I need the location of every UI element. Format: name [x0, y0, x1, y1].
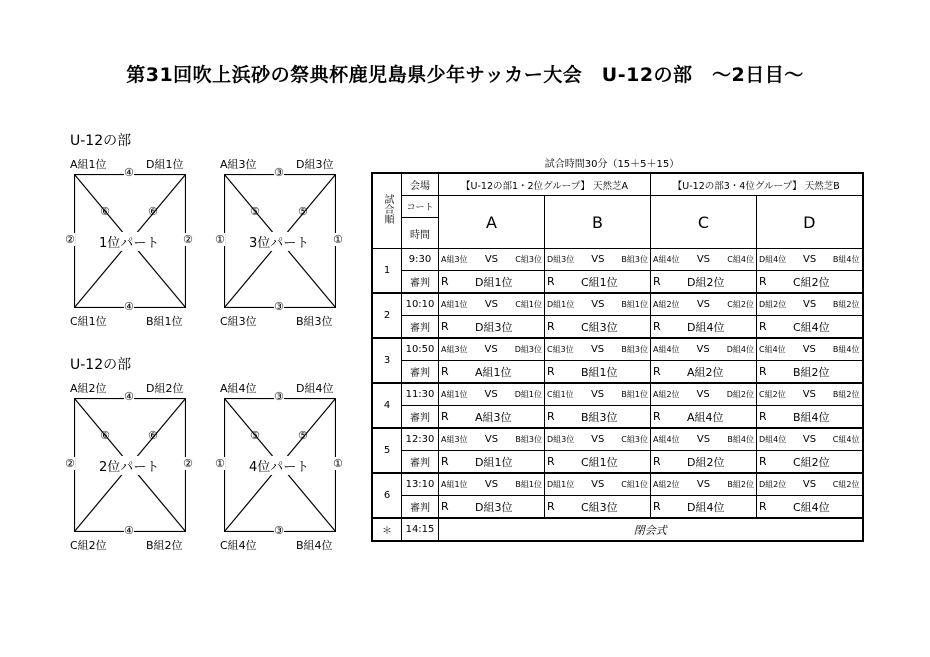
referee-label: 審判 — [402, 271, 439, 294]
court-a: A — [439, 196, 545, 249]
vs-label: VS — [802, 389, 816, 400]
referee-cell — [757, 451, 863, 474]
bracket-bottom: ③ — [274, 524, 284, 537]
match-cell — [757, 293, 863, 316]
match-cell — [545, 428, 651, 451]
team-home: A組3位 — [441, 345, 468, 354]
team-home: D組3位 — [547, 435, 575, 444]
bracket-inner-r: ⑤ — [298, 429, 308, 442]
referee-cell — [439, 406, 545, 429]
referee-team: A組1位 — [475, 365, 512, 379]
referee-cell — [545, 406, 651, 429]
team-away: B組2位 — [727, 480, 754, 489]
match-cell — [545, 473, 651, 496]
team-home: A組2位 — [653, 300, 680, 309]
referee-team: B組2位 — [793, 365, 830, 379]
team-home: D組2位 — [759, 300, 787, 309]
match-cell — [757, 338, 863, 361]
referee-r: R — [653, 500, 661, 513]
vs-label: VS — [696, 434, 711, 445]
team-away: B組3位 — [621, 255, 648, 264]
bracket-left: ② — [65, 233, 75, 246]
team-home: A組1位 — [441, 390, 468, 399]
match-cell — [439, 383, 545, 406]
referee-team: C組3位 — [581, 500, 618, 514]
team-away: C組3位 — [621, 435, 648, 444]
referee-r: R — [759, 320, 767, 333]
vs-label: VS — [591, 254, 605, 265]
team-home: C組3位 — [547, 345, 574, 354]
referee-cell — [757, 271, 863, 294]
team-home: D組4位 — [759, 435, 787, 444]
referee-team: D組1位 — [475, 275, 513, 289]
bracket-right: ② — [183, 457, 193, 470]
referee-label: 審判 — [402, 406, 439, 429]
team-home: A組4位 — [653, 345, 680, 354]
match-cell — [651, 249, 757, 271]
referee-cell — [757, 361, 863, 384]
referee-r: R — [441, 455, 449, 468]
referee-cell — [651, 496, 757, 519]
vs-label: VS — [591, 479, 605, 490]
round-time: 9:30 — [402, 249, 439, 271]
team-away: D組2位 — [726, 390, 754, 399]
round-number: 1 — [372, 249, 402, 294]
team-home: D組3位 — [547, 255, 575, 264]
bracket-bottom: ③ — [274, 300, 284, 313]
bracket-left: ① — [215, 457, 225, 470]
team-away: B組4位 — [832, 345, 860, 354]
referee-team: D組2位 — [687, 275, 725, 289]
round-time: 10:10 — [402, 293, 439, 316]
referee-cell — [757, 496, 863, 519]
vs-label: VS — [590, 389, 605, 400]
vs-label: VS — [484, 299, 499, 310]
referee-team: C組2位 — [793, 455, 830, 469]
match-cell — [439, 249, 545, 271]
referee-team: B組3位 — [581, 410, 618, 424]
team-home: D組4位 — [759, 255, 787, 264]
team-away: D組1位 — [514, 390, 542, 399]
match-cell — [439, 293, 545, 316]
referee-cell — [651, 361, 757, 384]
referee-cell — [757, 406, 863, 429]
referee-team: A組4位 — [687, 410, 724, 424]
team-away: C組2位 — [832, 480, 860, 489]
referee-r: R — [441, 365, 449, 378]
group-a-header: 【U-12の部1・2位グループ】 天然芝A — [439, 173, 651, 196]
referee-r: R — [441, 275, 449, 288]
bracket-tr: D組1位 — [146, 158, 184, 171]
bracket-inner-l: ⑤ — [250, 205, 260, 218]
referee-cell — [545, 361, 651, 384]
referee-cell — [757, 316, 863, 339]
match-cell — [651, 428, 757, 451]
vs-label: VS — [696, 299, 711, 310]
match-cell — [439, 338, 545, 361]
match-cell — [545, 249, 651, 271]
referee-team: D組2位 — [687, 455, 725, 469]
venue-header: 会場 — [402, 173, 439, 196]
referee-team: D組4位 — [687, 320, 725, 334]
referee-team: C組1位 — [581, 275, 618, 289]
bracket-right: ① — [333, 457, 343, 470]
vs-label: VS — [591, 434, 605, 445]
bracket-inner-l: ⑤ — [250, 429, 260, 442]
order-header: 試合順 — [372, 173, 402, 249]
section-label-bottom: U-12の部 — [70, 357, 132, 373]
page-title: 第31回吹上浜砂の祭典杯鹿児島県少年サッカー大会 U-12の部 ～2日目～ — [126, 64, 804, 86]
referee-team: C組3位 — [581, 320, 618, 334]
bracket-center: 1位パート — [98, 232, 160, 251]
referee-team: A組3位 — [475, 410, 512, 424]
vs-label: VS — [591, 299, 605, 310]
bracket-left: ② — [65, 457, 75, 470]
team-away: B組4位 — [727, 435, 754, 444]
referee-cell — [651, 271, 757, 294]
bracket-tl: A組3位 — [220, 158, 257, 171]
bracket-br: B組1位 — [146, 315, 183, 328]
referee-r: R — [441, 500, 449, 513]
bracket-top: ③ — [274, 390, 284, 403]
referee-team: D組3位 — [475, 320, 513, 334]
team-away: D組3位 — [514, 345, 542, 354]
match-cell — [757, 383, 863, 406]
referee-team: C組2位 — [793, 275, 830, 289]
section-label-top: U-12の部 — [70, 133, 132, 149]
team-home: C組1位 — [547, 390, 574, 399]
referee-r: R — [759, 455, 767, 468]
referee-cell — [545, 496, 651, 519]
bracket-left: ① — [215, 233, 225, 246]
bracket-right: ① — [333, 233, 343, 246]
referee-r: R — [759, 410, 767, 423]
team-away: B組1位 — [515, 480, 542, 489]
referee-team: A組2位 — [687, 365, 724, 379]
referee-r: R — [547, 275, 555, 288]
court-header: コート — [402, 196, 439, 218]
referee-r: R — [547, 500, 555, 513]
bracket-center: 4位パート — [248, 456, 310, 475]
team-home: A組1位 — [441, 480, 468, 489]
team-away: B組3位 — [515, 435, 542, 444]
referee-team: C組1位 — [581, 455, 618, 469]
vs-label: VS — [484, 344, 498, 355]
referee-team: B組1位 — [581, 365, 618, 379]
court-b: B — [545, 196, 651, 249]
bracket-tr: D組3位 — [296, 158, 334, 171]
referee-team: D組3位 — [475, 500, 513, 514]
vs-label: VS — [696, 479, 711, 490]
referee-cell — [439, 271, 545, 294]
time-header: 時間 — [402, 218, 439, 249]
match-cell — [651, 473, 757, 496]
match-cell — [651, 293, 757, 316]
vs-label: VS — [802, 299, 817, 310]
referee-label: 審判 — [402, 316, 439, 339]
team-away: B組3位 — [621, 345, 648, 354]
referee-team: B組4位 — [793, 410, 830, 424]
schedule-table — [371, 172, 864, 542]
referee-r: R — [653, 320, 661, 333]
team-home: A組4位 — [653, 255, 680, 264]
bracket-bottom: ④ — [124, 524, 134, 537]
team-home: A組1位 — [441, 300, 468, 309]
referee-cell — [439, 316, 545, 339]
round-time: 12:30 — [402, 428, 439, 451]
vs-label: VS — [696, 344, 710, 355]
bracket-br: B組4位 — [296, 539, 333, 552]
round-number: 6 — [372, 473, 402, 518]
bracket-top: ④ — [124, 390, 134, 403]
team-home: A組2位 — [653, 480, 680, 489]
team-home: D組1位 — [547, 480, 575, 489]
bracket-inner-l: ⑥ — [100, 205, 110, 218]
bracket-top: ③ — [274, 166, 284, 179]
team-away: B組1位 — [621, 390, 648, 399]
closing-mark: ＊ — [372, 518, 402, 541]
match-cell — [651, 338, 757, 361]
referee-label: 審判 — [402, 496, 439, 519]
team-home: A組2位 — [653, 390, 680, 399]
team-away: B組2位 — [832, 390, 860, 399]
team-home: A組3位 — [441, 435, 468, 444]
referee-r: R — [547, 410, 555, 423]
referee-r: R — [653, 275, 661, 288]
team-away: B組4位 — [832, 255, 860, 264]
referee-team: D組1位 — [475, 455, 513, 469]
round-time: 13:10 — [402, 473, 439, 496]
bracket-center: 2位パート — [98, 456, 160, 475]
team-home: A組3位 — [441, 255, 468, 264]
referee-r: R — [653, 455, 661, 468]
match-cell — [545, 293, 651, 316]
referee-r: R — [547, 320, 555, 333]
referee-cell — [651, 316, 757, 339]
vs-label: VS — [484, 434, 499, 445]
referee-r: R — [759, 500, 767, 513]
match-cell — [439, 428, 545, 451]
vs-label: VS — [484, 479, 499, 490]
referee-r: R — [653, 410, 661, 423]
team-away: B組2位 — [832, 300, 860, 309]
bracket-inner-l: ⑥ — [100, 429, 110, 442]
round-time: 10:50 — [402, 338, 439, 361]
team-away: B組1位 — [621, 300, 648, 309]
vs-label: VS — [802, 344, 816, 355]
bracket-right: ② — [183, 233, 193, 246]
vs-label: VS — [802, 479, 817, 490]
court-c: C — [651, 196, 757, 249]
match-cell — [757, 249, 863, 271]
bracket-br: B組2位 — [146, 539, 183, 552]
round-number: 5 — [372, 428, 402, 473]
vs-label: VS — [802, 254, 817, 265]
referee-team: C組4位 — [793, 500, 830, 514]
bracket-center: 3位パート — [248, 232, 310, 251]
team-home: A組4位 — [653, 435, 680, 444]
team-away: C組4位 — [832, 435, 860, 444]
team-home: D組2位 — [759, 480, 787, 489]
bracket-bottom: ④ — [124, 300, 134, 313]
referee-r: R — [653, 365, 661, 378]
referee-cell — [651, 451, 757, 474]
referee-team: D組4位 — [687, 500, 725, 514]
team-away: C組4位 — [727, 255, 754, 264]
bracket-tl: A組2位 — [70, 382, 107, 395]
team-away: C組2位 — [727, 300, 754, 309]
bracket-tl: A組4位 — [220, 382, 257, 395]
referee-team: C組4位 — [793, 320, 830, 334]
referee-cell — [545, 271, 651, 294]
referee-cell — [545, 316, 651, 339]
bracket-tl: A組1位 — [70, 158, 107, 171]
referee-r: R — [441, 410, 449, 423]
closing-ceremony: 閉会式 — [439, 518, 863, 541]
round-number: 2 — [372, 293, 402, 338]
referee-label: 審判 — [402, 451, 439, 474]
referee-cell — [651, 406, 757, 429]
team-home: C組2位 — [759, 390, 786, 399]
match-cell — [439, 473, 545, 496]
match-cell — [757, 473, 863, 496]
closing-time: 14:15 — [402, 518, 439, 541]
referee-cell — [439, 451, 545, 474]
match-cell — [545, 338, 651, 361]
team-away: D組4位 — [726, 345, 754, 354]
bracket-bl: C組1位 — [70, 315, 107, 328]
round-time: 11:30 — [402, 383, 439, 406]
referee-cell — [545, 451, 651, 474]
referee-r: R — [547, 455, 555, 468]
referee-cell — [439, 496, 545, 519]
bracket-inner-r: ⑤ — [298, 205, 308, 218]
bracket-inner-r: ⑥ — [148, 429, 158, 442]
bracket-bl: C組2位 — [70, 539, 107, 552]
vs-label: VS — [696, 254, 711, 265]
bracket-tr: D組2位 — [146, 382, 184, 395]
vs-label: VS — [802, 434, 817, 445]
bracket-bl: C組3位 — [220, 315, 257, 328]
referee-r: R — [759, 275, 767, 288]
vs-label: VS — [484, 254, 499, 265]
match-cell — [651, 383, 757, 406]
bracket-br: B組3位 — [296, 315, 333, 328]
match-duration-note: 試合時間30分（15＋5＋15） — [544, 159, 680, 170]
vs-label: VS — [484, 389, 498, 400]
team-home: C組4位 — [759, 345, 786, 354]
round-number: 4 — [372, 383, 402, 428]
referee-r: R — [759, 365, 767, 378]
bracket-bl: C組4位 — [220, 539, 257, 552]
team-away: C組1位 — [515, 300, 542, 309]
referee-label: 審判 — [402, 361, 439, 384]
team-home: D組1位 — [547, 300, 575, 309]
referee-r: R — [441, 320, 449, 333]
vs-label: VS — [590, 344, 605, 355]
team-away: C組3位 — [515, 255, 542, 264]
team-away: C組1位 — [621, 480, 648, 489]
bracket-top: ④ — [124, 166, 134, 179]
bracket-tr: D組4位 — [296, 382, 334, 395]
match-cell — [545, 383, 651, 406]
court-d: D — [757, 196, 863, 249]
round-number: 3 — [372, 338, 402, 383]
vs-label: VS — [696, 389, 710, 400]
referee-r: R — [547, 365, 555, 378]
bracket-inner-r: ⑥ — [148, 205, 158, 218]
referee-cell — [439, 361, 545, 384]
group-b-header: 【U-12の部3・4位グループ】 天然芝B — [651, 173, 863, 196]
match-cell — [757, 428, 863, 451]
